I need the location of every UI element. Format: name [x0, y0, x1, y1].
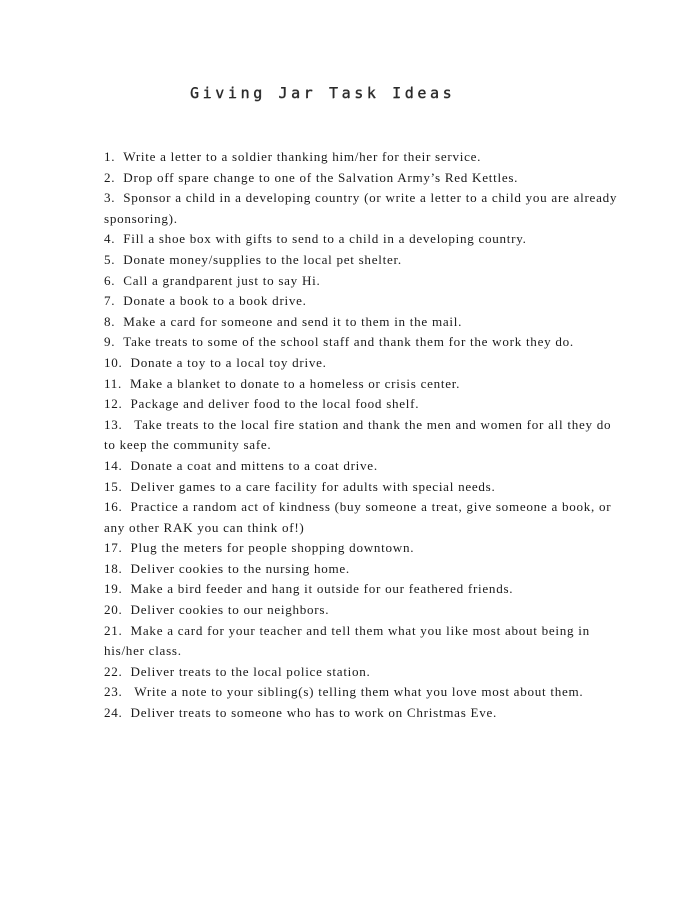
list-item: [104, 621, 624, 662]
item-text: Make a bird feeder and hang it outside for our feathered friends.: [130, 581, 514, 597]
list-item: [104, 477, 624, 498]
item-number: 12.: [104, 396, 123, 412]
item-text: Write a note to your sibling(s) telling them what you love most about them.: [130, 684, 584, 700]
item-text: Write a letter to a soldier thanking him/her for their service.: [123, 149, 482, 164]
list-item: [104, 291, 624, 312]
item-text: Donate a toy to a local toy drive.: [130, 354, 327, 370]
item-text: Donate a coat and mittens to a coat drive.: [130, 457, 378, 473]
list-item: [104, 703, 624, 724]
task-list: [104, 147, 624, 724]
item-number: 16.: [104, 499, 123, 515]
item-number: 10.: [104, 354, 123, 370]
item-text: Plug the meters for people shopping downtown.: [130, 540, 415, 556]
list-item: [104, 374, 624, 395]
page-title: Giving Jar Task Ideas: [190, 84, 456, 102]
item-text: Make a card for your teacher and tell them what you like most about being in his/her class.: [104, 622, 590, 659]
list-item: [104, 168, 624, 189]
list-item: [104, 497, 624, 538]
item-number: 18.: [104, 560, 123, 576]
item-number: 3.: [104, 190, 116, 206]
item-number: 7.: [104, 293, 116, 309]
item-text: Take treats to some of the school staff and thank them for the work they do.: [123, 334, 574, 350]
item-number: 9.: [104, 334, 116, 350]
list-item: [104, 188, 624, 229]
item-number: 15.: [104, 478, 123, 494]
item-text: Call a grandparent just to say Hi.: [123, 272, 321, 288]
item-text: Package and deliver food to the local food shelf.: [130, 396, 420, 412]
item-number: 6.: [104, 272, 116, 288]
list-item: [104, 415, 624, 456]
item-text: Deliver cookies to our neighbors.: [130, 602, 330, 618]
item-number: 20.: [104, 602, 123, 618]
item-text: Deliver treats to someone who has to work on Christmas Eve.: [130, 705, 498, 721]
item-text: Fill a shoe box with gifts to send to a child in a developing country.: [123, 231, 527, 247]
item-text: Deliver cookies to the nursing home.: [130, 560, 350, 576]
list-item: [104, 312, 624, 333]
list-item: [104, 229, 624, 250]
item-number: 21.: [104, 622, 123, 638]
item-number: 14.: [104, 457, 123, 473]
item-number: 1.: [104, 149, 116, 164]
item-number: 22.: [104, 663, 123, 679]
list-item: [104, 332, 624, 353]
item-number: 17.: [104, 540, 123, 556]
item-text: Practice a random act of kindness (buy someone a treat, give someone a book, or any other RAK you can think of!): [104, 499, 612, 535]
list-item: [104, 271, 624, 292]
item-text: Donate money/supplies to the local pet shelter.: [123, 251, 402, 267]
item-text: Make a blanket to donate to a homeless or crisis center.: [130, 375, 461, 391]
item-text: Make a card for someone and send it to them in the mail.: [123, 313, 463, 329]
list-item: [104, 579, 624, 600]
item-number: 2.: [104, 169, 116, 185]
item-number: 24.: [104, 705, 123, 721]
item-number: 13.: [104, 416, 123, 432]
list-item: [104, 394, 624, 415]
list-item: [104, 147, 624, 168]
item-number: 23.: [104, 684, 123, 700]
item-number: 8.: [104, 313, 116, 329]
list-item: [104, 250, 624, 271]
list-item: [104, 353, 624, 374]
item-text: Sponsor a child in a developing country (or write a letter to a child you are already sponsoring).: [104, 190, 618, 226]
item-number: 4.: [104, 231, 116, 247]
item-number: 11.: [104, 375, 123, 391]
item-text: Take treats to the local fire station and thank the men and women for all they do to keep the community safe.: [104, 416, 612, 453]
list-item: [104, 662, 624, 683]
list-item: [104, 600, 624, 621]
list-item: [104, 682, 624, 703]
list-item: [104, 456, 624, 477]
item-number: 19.: [104, 581, 123, 597]
item-text: Donate a book to a book drive.: [123, 293, 307, 309]
list-item: [104, 538, 624, 559]
item-text: Deliver games to a care facility for adults with special needs.: [130, 478, 496, 494]
item-text: Drop off spare change to one of the Salvation Army’s Red Kettles.: [123, 169, 519, 185]
item-text: Deliver treats to the local police station.: [130, 663, 371, 679]
list-item: [104, 559, 624, 580]
item-number: 5.: [104, 251, 116, 267]
